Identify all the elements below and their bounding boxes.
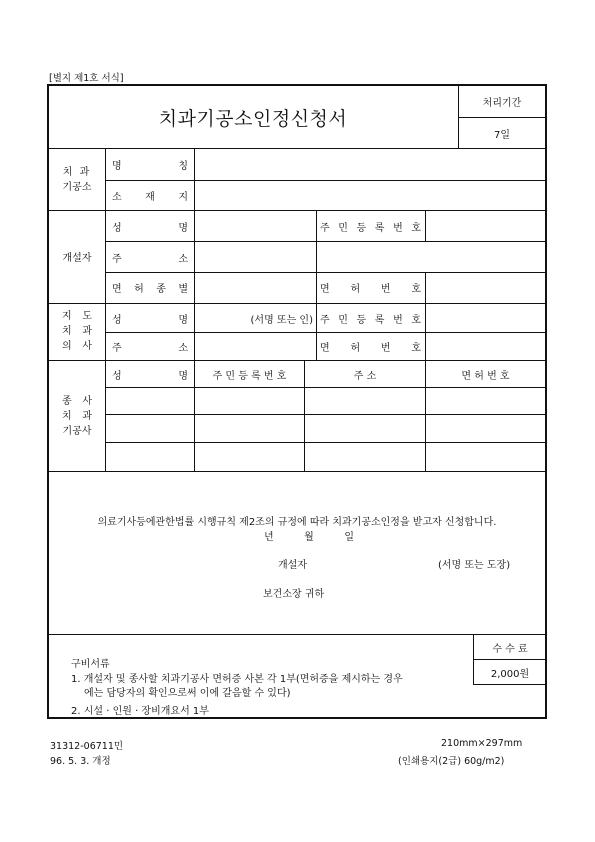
date-month-label: 월: [304, 532, 314, 543]
tech-header-name: 성 명: [112, 370, 188, 382]
tech-row2-name-field[interactable]: [106, 415, 194, 442]
form-title: 치과기공소인정신청서: [158, 107, 348, 130]
tech-row3-resident-no-field[interactable]: [195, 443, 304, 471]
revision-date: 96. 5. 3. 개정: [50, 756, 111, 767]
tech-header-license-no: 면 허 번 호: [461, 370, 510, 382]
date-day-label: 일: [344, 532, 354, 543]
lab-location-field[interactable]: [195, 181, 545, 210]
founder-resident-no-label: 주 민 등 록 번 호: [320, 222, 421, 234]
tech-row2-resident-no-field[interactable]: [195, 415, 304, 442]
required-document-2: 2. 시설 · 인원 · 장비개요서 1부: [71, 706, 209, 717]
form-number-label: [별지 제1호 서식]: [49, 73, 124, 84]
supervisor-license-no-label: 면 허 번 호: [320, 343, 421, 354]
supervisor-group-label: 지 도 치 과 의 사: [62, 311, 92, 352]
supervisor-name-label: 성 명: [112, 314, 188, 326]
tech-row2-address-field[interactable]: [305, 415, 425, 442]
applicant-sign-note: (서명 또는 도장): [438, 560, 511, 571]
date-line: [264, 528, 354, 543]
supervisor-resident-no-label: 주 민 등 록 번 호: [320, 314, 421, 326]
lab-group-line2: 기공소: [62, 181, 92, 193]
paper-size: 210mm×297mm: [441, 738, 523, 749]
addressee: 보건소장 귀하: [263, 589, 325, 600]
processing-period-label: 처리기간: [482, 98, 522, 109]
tech-row3-name-field[interactable]: [106, 443, 194, 471]
form-code: 31312-06711민: [50, 741, 124, 752]
tech-row1-address-field[interactable]: [305, 388, 425, 414]
fee-value: 2,000원: [490, 668, 530, 680]
founder-address-field-2[interactable]: [317, 242, 545, 272]
tech-row1-resident-no-field[interactable]: [195, 388, 304, 414]
required-documents-title: 구비서류: [71, 659, 110, 670]
lab-name-field[interactable]: [195, 149, 545, 180]
supervisor-address-field[interactable]: [195, 333, 315, 360]
processing-period-value: 7일: [493, 129, 511, 141]
paper-spec: (인쇄용지(2급) 60g/m2): [398, 756, 505, 767]
tech-row3-license-no-field[interactable]: [426, 443, 545, 471]
founder-license-no-field[interactable]: [426, 273, 545, 302]
application-statement: 의료기사등에관한법률 시행규칙 제2조의 규정에 따라 치과기공소인정을 받고자 신청합니다.: [97, 516, 497, 528]
technicians-group-label: 종 사 치 과 기공사: [62, 395, 92, 437]
founder-license-type-field[interactable]: [195, 273, 315, 302]
lab-group-line1: 치 과: [62, 166, 92, 178]
applicant-label: 개설자: [278, 560, 307, 571]
supervisor-name-field[interactable]: [195, 304, 315, 332]
tech-row3-address-field[interactable]: [305, 443, 425, 471]
tech-row2-license-no-field[interactable]: [426, 415, 545, 442]
supervisor-address-label: 주 소: [112, 343, 188, 354]
supervisor-sign-note: (서명 또는 인): [250, 314, 313, 326]
lab-group-label: [49, 149, 105, 210]
tech-header-resident-no: 주 민 등 록 번 호: [212, 370, 287, 382]
founder-name-field[interactable]: [195, 211, 315, 241]
founder-address-label: 주 소: [112, 253, 188, 265]
tech-row1-name-field[interactable]: [106, 388, 194, 414]
supervisor-license-no-field[interactable]: [426, 333, 545, 360]
required-document-1-line2: 에는 담당자의 확인으로써 이에 갈음할 수 있다): [84, 688, 291, 699]
fee-label: 수 수 료: [492, 643, 528, 655]
tech-row1-license-no-field[interactable]: [426, 388, 545, 414]
lab-name-label: 명 칭: [112, 161, 188, 172]
founder-address-field[interactable]: [195, 242, 315, 272]
founder-license-no-label: 면 허 번 호: [320, 284, 421, 295]
date-year-label: 년: [264, 532, 274, 543]
tech-header-address: 주 소: [353, 370, 377, 382]
founder-group-label: 개설자: [62, 253, 92, 264]
lab-location-label: 소 재 지: [112, 192, 188, 203]
founder-license-type-label: 면 허 종 별: [112, 284, 188, 295]
founder-name-label: 성 명: [112, 222, 188, 234]
founder-resident-no-field[interactable]: [426, 211, 545, 241]
supervisor-resident-no-field[interactable]: [426, 304, 545, 332]
required-document-1-line1: 1. 개설자 및 종사할 치과기공사 면허증 사본 각 1부(면허증을 제시하는 경우: [71, 674, 403, 685]
